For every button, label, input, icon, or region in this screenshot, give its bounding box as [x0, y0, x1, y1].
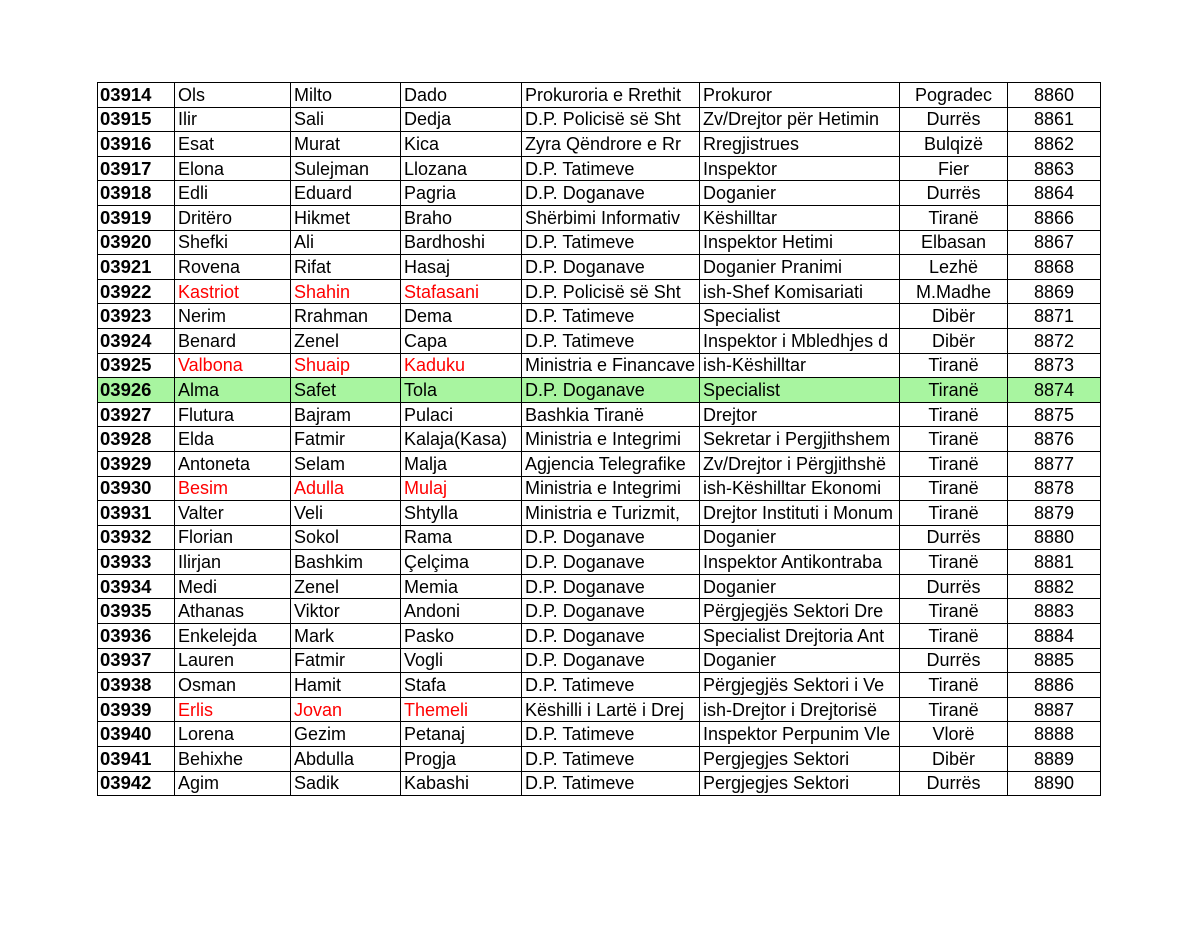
record-id-cell: 03942: [98, 771, 175, 796]
institution-cell: Këshilli i Lartë i Drej: [522, 697, 700, 722]
city-cell: M.Madhe: [900, 279, 1008, 304]
table-row: [98, 574, 1101, 599]
table-row: [98, 156, 1101, 181]
father-name-cell: Fatmir: [291, 648, 401, 673]
institution-cell: D.P. Doganave: [522, 378, 700, 403]
position-cell: Rregjistrues: [700, 132, 900, 157]
table-row: [98, 525, 1101, 550]
number-cell: 8877: [1008, 451, 1101, 476]
city-cell: Tiranë: [900, 205, 1008, 230]
first-name-cell: Antoneta: [175, 451, 291, 476]
number-cell: 8868: [1008, 255, 1101, 280]
position-cell: Inspektor Antikontraba: [700, 550, 900, 575]
number-cell: 8864: [1008, 181, 1101, 206]
table-row: [98, 132, 1101, 157]
record-id-cell: 03926: [98, 378, 175, 403]
last-name-cell: Kalaja(Kasa): [401, 427, 522, 452]
table-row: [98, 427, 1101, 452]
first-name-cell: Edli: [175, 181, 291, 206]
number-cell: 8866: [1008, 205, 1101, 230]
position-cell: Doganier: [700, 181, 900, 206]
position-cell: Inspektor Hetimi: [700, 230, 900, 255]
record-id-cell: 03941: [98, 747, 175, 772]
position-cell: Specialist: [700, 378, 900, 403]
last-name-cell: Andoni: [401, 599, 522, 624]
record-id-cell: 03937: [98, 648, 175, 673]
father-name-cell: Gezim: [291, 722, 401, 747]
city-cell: Durrës: [900, 107, 1008, 132]
first-name-cell: Valbona: [175, 353, 291, 378]
first-name-cell: Enkelejda: [175, 624, 291, 649]
first-name-cell: Alma: [175, 378, 291, 403]
first-name-cell: Athanas: [175, 599, 291, 624]
institution-cell: Ministria e Integrimi: [522, 427, 700, 452]
institution-cell: D.P. Doganave: [522, 525, 700, 550]
position-cell: Inspektor i Mbledhjes d: [700, 328, 900, 353]
table-row: [98, 402, 1101, 427]
first-name-cell: Florian: [175, 525, 291, 550]
position-cell: Përgjegjës Sektori Dre: [700, 599, 900, 624]
records-table: [97, 82, 1101, 796]
city-cell: Durrës: [900, 525, 1008, 550]
table-row: [98, 328, 1101, 353]
table-row: [98, 771, 1101, 796]
city-cell: Lezhë: [900, 255, 1008, 280]
number-cell: 8880: [1008, 525, 1101, 550]
father-name-cell: Adulla: [291, 476, 401, 501]
first-name-cell: Esat: [175, 132, 291, 157]
record-id-cell: 03933: [98, 550, 175, 575]
record-id-cell: 03918: [98, 181, 175, 206]
first-name-cell: Elona: [175, 156, 291, 181]
records-table-body: [98, 83, 1101, 796]
institution-cell: Bashkia Tiranë: [522, 402, 700, 427]
father-name-cell: Sali: [291, 107, 401, 132]
city-cell: Tiranë: [900, 476, 1008, 501]
father-name-cell: Abdulla: [291, 747, 401, 772]
number-cell: 8884: [1008, 624, 1101, 649]
last-name-cell: Çelçima: [401, 550, 522, 575]
institution-cell: D.P. Tatimeve: [522, 230, 700, 255]
position-cell: Pergjegjes Sektori: [700, 771, 900, 796]
number-cell: 8862: [1008, 132, 1101, 157]
institution-cell: D.P. Tatimeve: [522, 722, 700, 747]
table-row: [98, 255, 1101, 280]
father-name-cell: Zenel: [291, 574, 401, 599]
father-name-cell: Rifat: [291, 255, 401, 280]
first-name-cell: Valter: [175, 501, 291, 526]
record-id-cell: 03932: [98, 525, 175, 550]
father-name-cell: Sadik: [291, 771, 401, 796]
institution-cell: D.P. Tatimeve: [522, 304, 700, 329]
first-name-cell: Behixhe: [175, 747, 291, 772]
institution-cell: D.P. Tatimeve: [522, 673, 700, 698]
city-cell: Tiranë: [900, 402, 1008, 427]
first-name-cell: Ilirjan: [175, 550, 291, 575]
record-id-cell: 03920: [98, 230, 175, 255]
position-cell: Drejtor: [700, 402, 900, 427]
city-cell: Vlorë: [900, 722, 1008, 747]
table-row: [98, 181, 1101, 206]
record-id-cell: 03928: [98, 427, 175, 452]
number-cell: 8890: [1008, 771, 1101, 796]
last-name-cell: Petanaj: [401, 722, 522, 747]
last-name-cell: Pasko: [401, 624, 522, 649]
number-cell: 8888: [1008, 722, 1101, 747]
position-cell: Pergjegjes Sektori: [700, 747, 900, 772]
number-cell: 8881: [1008, 550, 1101, 575]
father-name-cell: Rrahman: [291, 304, 401, 329]
father-name-cell: Bashkim: [291, 550, 401, 575]
father-name-cell: Murat: [291, 132, 401, 157]
father-name-cell: Sulejman: [291, 156, 401, 181]
record-id-cell: 03934: [98, 574, 175, 599]
record-id-cell: 03916: [98, 132, 175, 157]
city-cell: Tiranë: [900, 378, 1008, 403]
last-name-cell: Pagria: [401, 181, 522, 206]
position-cell: Specialist: [700, 304, 900, 329]
record-id-cell: 03924: [98, 328, 175, 353]
record-id-cell: 03927: [98, 402, 175, 427]
last-name-cell: Dema: [401, 304, 522, 329]
first-name-cell: Nerim: [175, 304, 291, 329]
father-name-cell: Zenel: [291, 328, 401, 353]
last-name-cell: Capa: [401, 328, 522, 353]
institution-cell: D.P. Tatimeve: [522, 156, 700, 181]
record-id-cell: 03930: [98, 476, 175, 501]
city-cell: Tiranë: [900, 353, 1008, 378]
table-row: [98, 83, 1101, 108]
last-name-cell: Memia: [401, 574, 522, 599]
record-id-cell: 03938: [98, 673, 175, 698]
last-name-cell: Bardhoshi: [401, 230, 522, 255]
last-name-cell: Vogli: [401, 648, 522, 673]
table-row: [98, 648, 1101, 673]
father-name-cell: Ali: [291, 230, 401, 255]
father-name-cell: Veli: [291, 501, 401, 526]
position-cell: ish-Drejtor i Drejtorisë: [700, 697, 900, 722]
father-name-cell: Bajram: [291, 402, 401, 427]
number-cell: 8887: [1008, 697, 1101, 722]
last-name-cell: Kabashi: [401, 771, 522, 796]
table-row: [98, 599, 1101, 624]
last-name-cell: Mulaj: [401, 476, 522, 501]
table-row: [98, 205, 1101, 230]
number-cell: 8879: [1008, 501, 1101, 526]
number-cell: 8861: [1008, 107, 1101, 132]
position-cell: Doganier: [700, 648, 900, 673]
father-name-cell: Shahin: [291, 279, 401, 304]
first-name-cell: Benard: [175, 328, 291, 353]
position-cell: ish-Këshilltar Ekonomi: [700, 476, 900, 501]
record-id-cell: 03915: [98, 107, 175, 132]
table-row: [98, 550, 1101, 575]
table-row: [98, 722, 1101, 747]
institution-cell: D.P. Policisë së Sht: [522, 279, 700, 304]
institution-cell: D.P. Doganave: [522, 550, 700, 575]
first-name-cell: Osman: [175, 673, 291, 698]
position-cell: Sekretar i Pergjithshem: [700, 427, 900, 452]
table-row: [98, 476, 1101, 501]
number-cell: 8874: [1008, 378, 1101, 403]
city-cell: Durrës: [900, 574, 1008, 599]
number-cell: 8871: [1008, 304, 1101, 329]
first-name-cell: Ilir: [175, 107, 291, 132]
father-name-cell: Hikmet: [291, 205, 401, 230]
city-cell: Tiranë: [900, 599, 1008, 624]
father-name-cell: Shuaip: [291, 353, 401, 378]
position-cell: Inspektor Perpunim Vle: [700, 722, 900, 747]
table-row: [98, 107, 1101, 132]
last-name-cell: Tola: [401, 378, 522, 403]
record-id-cell: 03936: [98, 624, 175, 649]
city-cell: Tiranë: [900, 501, 1008, 526]
father-name-cell: Jovan: [291, 697, 401, 722]
number-cell: 8873: [1008, 353, 1101, 378]
father-name-cell: Safet: [291, 378, 401, 403]
city-cell: Tiranë: [900, 427, 1008, 452]
table-row: [98, 230, 1101, 255]
institution-cell: D.P. Policisë së Sht: [522, 107, 700, 132]
first-name-cell: Lorena: [175, 722, 291, 747]
position-cell: Doganier: [700, 525, 900, 550]
first-name-cell: Shefki: [175, 230, 291, 255]
record-id-cell: 03940: [98, 722, 175, 747]
father-name-cell: Sokol: [291, 525, 401, 550]
position-cell: Doganier: [700, 574, 900, 599]
father-name-cell: Mark: [291, 624, 401, 649]
record-id-cell: 03923: [98, 304, 175, 329]
position-cell: ish-Shef Komisariati: [700, 279, 900, 304]
last-name-cell: Braho: [401, 205, 522, 230]
number-cell: 8860: [1008, 83, 1101, 108]
city-cell: Durrës: [900, 648, 1008, 673]
institution-cell: D.P. Tatimeve: [522, 328, 700, 353]
city-cell: Dibër: [900, 747, 1008, 772]
number-cell: 8878: [1008, 476, 1101, 501]
table-row: [98, 501, 1101, 526]
first-name-cell: Rovena: [175, 255, 291, 280]
last-name-cell: Dado: [401, 83, 522, 108]
last-name-cell: Progja: [401, 747, 522, 772]
father-name-cell: Selam: [291, 451, 401, 476]
position-cell: Përgjegjës Sektori i Ve: [700, 673, 900, 698]
institution-cell: D.P. Doganave: [522, 574, 700, 599]
father-name-cell: Eduard: [291, 181, 401, 206]
city-cell: Tiranë: [900, 673, 1008, 698]
table-row: [98, 304, 1101, 329]
institution-cell: D.P. Doganave: [522, 181, 700, 206]
city-cell: Tiranë: [900, 451, 1008, 476]
last-name-cell: Pulaci: [401, 402, 522, 427]
table-row: [98, 747, 1101, 772]
position-cell: Inspektor: [700, 156, 900, 181]
record-id-cell: 03914: [98, 83, 175, 108]
first-name-cell: Medi: [175, 574, 291, 599]
institution-cell: Shërbimi Informativ: [522, 205, 700, 230]
last-name-cell: Shtylla: [401, 501, 522, 526]
last-name-cell: Kaduku: [401, 353, 522, 378]
table-row: [98, 279, 1101, 304]
table-row: [98, 353, 1101, 378]
position-cell: Zv/Drejtor i Përgjithshë: [700, 451, 900, 476]
record-id-cell: 03922: [98, 279, 175, 304]
institution-cell: Prokuroria e Rrethit: [522, 83, 700, 108]
number-cell: 8872: [1008, 328, 1101, 353]
last-name-cell: Kica: [401, 132, 522, 157]
last-name-cell: Llozana: [401, 156, 522, 181]
institution-cell: Ministria e Integrimi: [522, 476, 700, 501]
position-cell: Specialist Drejtoria Ant: [700, 624, 900, 649]
record-id-cell: 03919: [98, 205, 175, 230]
position-cell: Këshilltar: [700, 205, 900, 230]
number-cell: 8869: [1008, 279, 1101, 304]
position-cell: ish-Këshilltar: [700, 353, 900, 378]
institution-cell: D.P. Doganave: [522, 648, 700, 673]
position-cell: Prokuror: [700, 83, 900, 108]
city-cell: Bulqizë: [900, 132, 1008, 157]
last-name-cell: Dedja: [401, 107, 522, 132]
city-cell: Elbasan: [900, 230, 1008, 255]
city-cell: Dibër: [900, 304, 1008, 329]
city-cell: Tiranë: [900, 697, 1008, 722]
number-cell: 8889: [1008, 747, 1101, 772]
first-name-cell: Agim: [175, 771, 291, 796]
father-name-cell: Viktor: [291, 599, 401, 624]
city-cell: Pogradec: [900, 83, 1008, 108]
institution-cell: D.P. Tatimeve: [522, 771, 700, 796]
institution-cell: Ministria e Financave: [522, 353, 700, 378]
number-cell: 8876: [1008, 427, 1101, 452]
number-cell: 8885: [1008, 648, 1101, 673]
position-cell: Doganier Pranimi: [700, 255, 900, 280]
first-name-cell: Kastriot: [175, 279, 291, 304]
father-name-cell: Milto: [291, 83, 401, 108]
table-row: [98, 378, 1101, 403]
institution-cell: Agjencia Telegrafike: [522, 451, 700, 476]
last-name-cell: Stafasani: [401, 279, 522, 304]
number-cell: 8882: [1008, 574, 1101, 599]
institution-cell: Ministria e Turizmit,: [522, 501, 700, 526]
number-cell: 8883: [1008, 599, 1101, 624]
last-name-cell: Hasaj: [401, 255, 522, 280]
number-cell: 8886: [1008, 673, 1101, 698]
city-cell: Dibër: [900, 328, 1008, 353]
city-cell: Durrës: [900, 771, 1008, 796]
first-name-cell: Erlis: [175, 697, 291, 722]
number-cell: 8867: [1008, 230, 1101, 255]
city-cell: Tiranë: [900, 624, 1008, 649]
table-row: [98, 697, 1101, 722]
last-name-cell: Malja: [401, 451, 522, 476]
record-id-cell: 03931: [98, 501, 175, 526]
last-name-cell: Rama: [401, 525, 522, 550]
record-id-cell: 03921: [98, 255, 175, 280]
institution-cell: D.P. Doganave: [522, 599, 700, 624]
city-cell: Durrës: [900, 181, 1008, 206]
number-cell: 8875: [1008, 402, 1101, 427]
record-id-cell: 03935: [98, 599, 175, 624]
first-name-cell: Dritëro: [175, 205, 291, 230]
first-name-cell: Besim: [175, 476, 291, 501]
city-cell: Tiranë: [900, 550, 1008, 575]
position-cell: Zv/Drejtor për Hetimin: [700, 107, 900, 132]
record-id-cell: 03925: [98, 353, 175, 378]
record-id-cell: 03917: [98, 156, 175, 181]
table-row: [98, 673, 1101, 698]
table-row: [98, 624, 1101, 649]
institution-cell: Zyra Qëndrore e Rr: [522, 132, 700, 157]
institution-cell: D.P. Doganave: [522, 255, 700, 280]
father-name-cell: Fatmir: [291, 427, 401, 452]
number-cell: 8863: [1008, 156, 1101, 181]
institution-cell: D.P. Tatimeve: [522, 747, 700, 772]
first-name-cell: Flutura: [175, 402, 291, 427]
first-name-cell: Ols: [175, 83, 291, 108]
last-name-cell: Stafa: [401, 673, 522, 698]
last-name-cell: Themeli: [401, 697, 522, 722]
city-cell: Fier: [900, 156, 1008, 181]
institution-cell: D.P. Doganave: [522, 624, 700, 649]
first-name-cell: Lauren: [175, 648, 291, 673]
table-row: [98, 451, 1101, 476]
first-name-cell: Elda: [175, 427, 291, 452]
father-name-cell: Hamit: [291, 673, 401, 698]
record-id-cell: 03939: [98, 697, 175, 722]
position-cell: Drejtor Instituti i Monum: [700, 501, 900, 526]
record-id-cell: 03929: [98, 451, 175, 476]
